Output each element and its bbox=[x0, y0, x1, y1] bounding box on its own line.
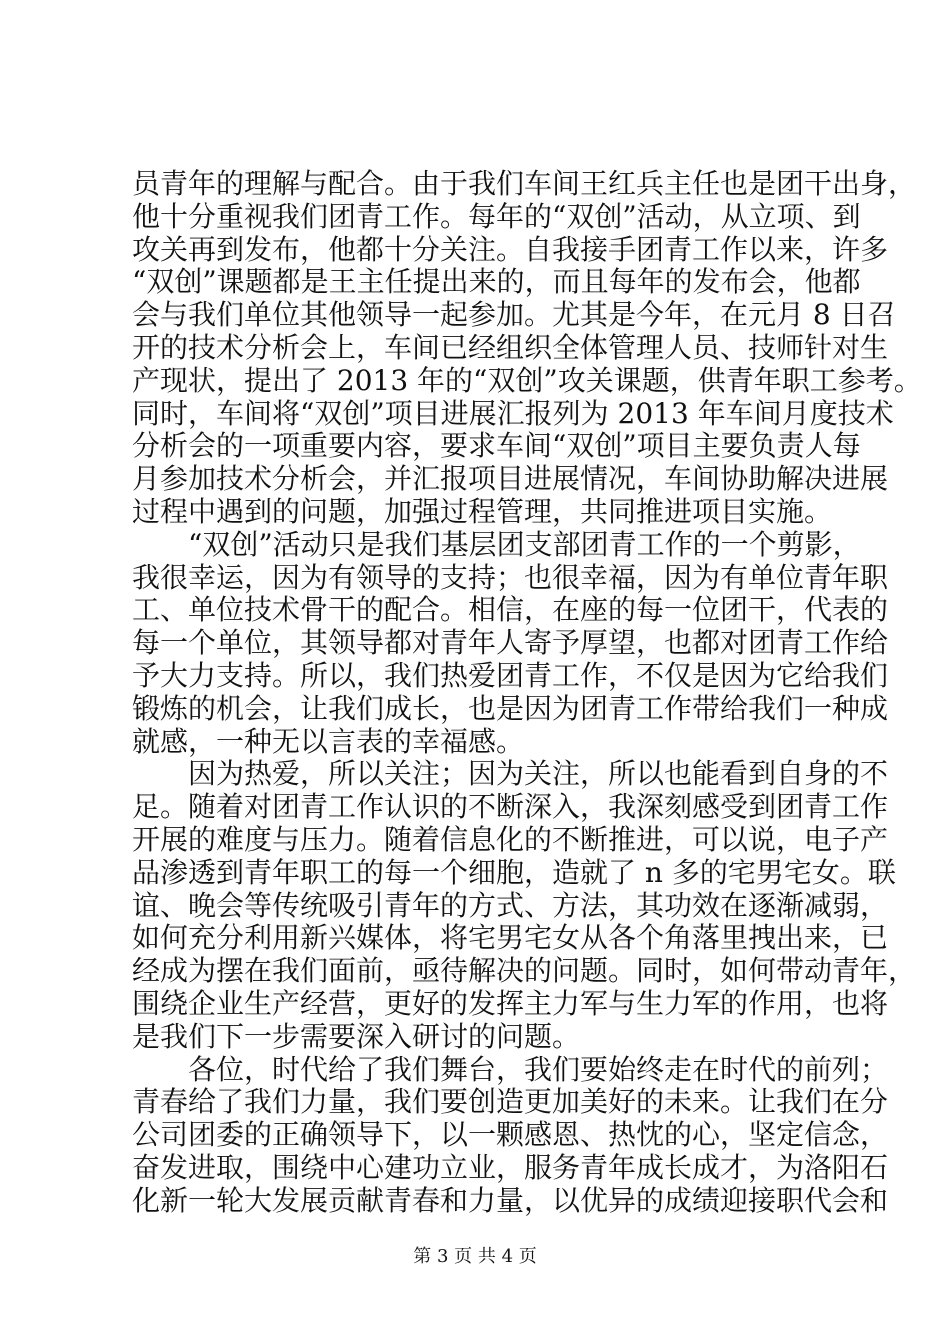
text-line: 会与我们单位其他领导一起参加。尤其是今年，在元月 8 日召 bbox=[132, 298, 896, 332]
text-line: 分析会的一项重要内容，要求车间“双创”项目主要负责人每 bbox=[132, 429, 861, 463]
text-line: 攻关再到发布，他都十分关注。自我接手团青工作以来，许多 bbox=[132, 232, 889, 266]
text-line: 每一个单位，其领导都对青年人寄予厚望，也都对团青工作给 bbox=[132, 626, 889, 660]
text-line: 因为热爱，所以关注；因为关注，所以也能看到自身的不 bbox=[188, 757, 889, 791]
text-line: 品渗透到青年职工的每一个细胞，造就了 n 多的宅男宅女。联 bbox=[132, 855, 896, 889]
text-line: 奋发进取，围绕中心建功立业，服务青年成长成才，为洛阳石 bbox=[132, 1150, 889, 1184]
text-line: 开展的难度与压力。随着信息化的不断推进，可以说，电子产 bbox=[132, 822, 889, 856]
text-line: 开的技术分析会上，车间已经组织全体管理人员、技师针对生 bbox=[132, 330, 889, 364]
text-line: 化新一轮大发展贡献青春和力量，以优异的成绩迎接职代会和 bbox=[132, 1183, 889, 1217]
text-line: 予大力支持。所以，我们热爱团青工作，不仅是因为它给我们 bbox=[132, 658, 889, 692]
text-line: 就感，一种无以言表的幸福感。 bbox=[132, 724, 525, 758]
text-line: 公司团委的正确领导下，以一颗感恩、热忱的心，坚定信念， bbox=[132, 1118, 889, 1152]
text-line: 过程中遇到的问题，加强过程管理，共同推进项目实施。 bbox=[132, 494, 833, 528]
text-line: “双创”课题都是王主任提出来的，而且每年的发布会，他都 bbox=[132, 265, 861, 299]
text-line: 是我们下一步需要深入研讨的问题。 bbox=[132, 1019, 581, 1053]
text-line: 产现状，提出了 2013 年的“双创”攻关课题，供青年职工参考。 bbox=[132, 363, 922, 397]
text-line: 足。随着对团青工作认识的不断深入，我深刻感受到团青工作 bbox=[132, 790, 889, 824]
text-line: 同时，车间将“双创”项目进展汇报列为 2013 年车间月度技术 bbox=[132, 396, 894, 430]
text-line: 锻炼的机会，让我们成长，也是因为团青工作带给我们一种成 bbox=[132, 691, 889, 725]
text-line: 他十分重视我们团青工作。每年的“双创”活动，从立项、到 bbox=[132, 199, 861, 233]
text-line: 我很幸运，因为有领导的支持；也很幸福，因为有单位青年职 bbox=[132, 560, 889, 594]
text-line: 月参加技术分析会，并汇报项目进展情况，车间协助解决进展 bbox=[132, 462, 889, 496]
text-line: 谊、晚会等传统吸引青年的方式、方法，其功效在逐渐减弱， bbox=[132, 888, 889, 922]
text-line: 员青年的理解与配合。由于我们车间王红兵主任也是团干出身， bbox=[132, 167, 917, 200]
text-line: 围绕企业生产经营，更好的发挥主力军与生力军的作用，也将 bbox=[132, 986, 889, 1020]
text-line: 工、单位技术骨干的配合。相信，在座的每一位团干，代表的 bbox=[132, 593, 889, 627]
page-footer: 第 3 页 共 4 页 bbox=[413, 1246, 537, 1267]
document-body bbox=[132, 167, 922, 1218]
text-line: 如何充分利用新兴媒体，将宅男宅女从各个角落里拽出来，已 bbox=[132, 921, 889, 955]
text-line: 青春给了我们力量，我们要创造更加美好的未来。让我们在分 bbox=[132, 1085, 889, 1119]
text-line: 各位，时代给了我们舞台，我们要始终走在时代的前列； bbox=[188, 1052, 889, 1086]
text-line: 经成为摆在我们面前，亟待解决的问题。同时，如何带动青年， bbox=[132, 954, 917, 988]
text-line: “双创”活动只是我们基层团支部团青工作的一个剪影， bbox=[188, 527, 861, 561]
